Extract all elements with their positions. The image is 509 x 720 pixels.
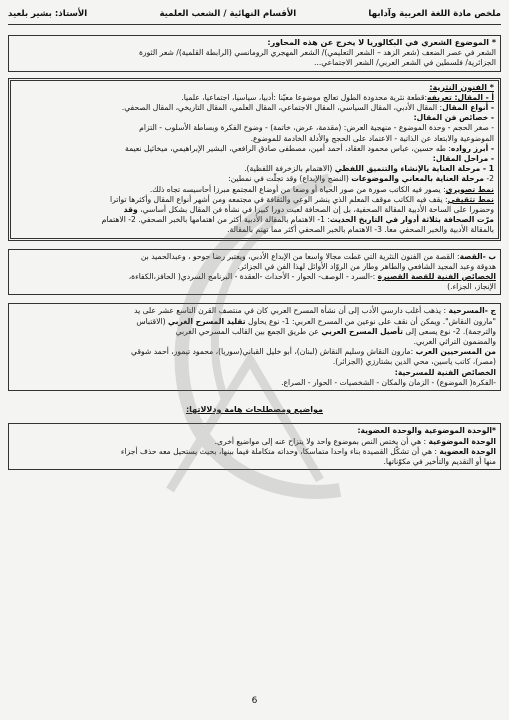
- header-classes: الأقسام النهائية / الشعب العلمية: [159, 9, 297, 19]
- essay-pioneers: [15, 144, 494, 154]
- essay-features-1: - صغر الحجم - وحدة الموضوع - منهجية العرض: (مقدمة، عرض، خاتمة) - وضوح الفكرة وبساطة الأسلوب - التزام: [139, 123, 494, 133]
- organic-text: : هي أن تشكّل القصيدة بناء واحدا متماسكا، وحداته متكاملة فيما بينها، بحيث يستحيل معه حذف أجزاء: [120, 446, 440, 456]
- stage-2-label: مرحلة العناية بالمعاني والموضوعات: [351, 174, 484, 184]
- header-subject: ملخص مادة اللغة العربية وآدابها: [368, 9, 501, 19]
- poetry-section: [8, 35, 501, 72]
- thematic-text: : هي أن يختص النص بموضوع واحد ولا يتزاح عنه إلى مواضيع أخرى.: [214, 436, 429, 446]
- type-2-text: : يقف فيه الكاتب موقف المعلم الذي ينشر الوعي والثقافة في مجتمعه ومن أشهر أنواع المقال وأكثرها تواترا: [109, 194, 448, 204]
- essay-stage-1: [15, 164, 494, 174]
- page-header: [8, 6, 501, 22]
- theater-intro: [13, 306, 496, 316]
- essay-types-text: : المقال الأدبي، المقال السياسي، المقال الاجتماعي، المقال العلمي، المقال التاريخي، المقال الصحفي.: [121, 103, 443, 113]
- theater-pioneers: [13, 347, 496, 357]
- poetry-title: * الموضوع الشعري في البكالوريا لا يخرج عن هذه المحاور:: [267, 38, 496, 47]
- theater-text-2-rest: (الاقتباس: [136, 316, 168, 326]
- theater-line-2: [13, 317, 496, 327]
- press-stages-cont: بالمقالة الأدبية والخبر الصحفي معا. 3- الاهتمام بالخبر الصحفي أكثر مما تهتم بالمقالة.: [227, 225, 494, 235]
- theater-text-3-rest: عن طريق الجمع بين القالب المسرحي الغربي: [175, 326, 322, 336]
- story-section: [8, 249, 501, 296]
- prose-section: [8, 78, 501, 241]
- press-text: : 1- الاهتمام بالمقالة الأدبية أكثر من اهتمامها بالخبر الصحفي. 2- الاهتمام: [101, 215, 330, 225]
- stage-1-label: 1 - مرحلة العناية بالإنشاء والتنميق اللفظي: [334, 164, 494, 174]
- theater-text-2: "مارون النقاش". ويمكن أن نقف على نوعين من المسرح العربي: 1- نوع يحاول: [245, 316, 496, 326]
- essay-features-label: - خصائص فن المقال:: [413, 113, 494, 123]
- page-number: 6: [251, 696, 258, 706]
- theater-pioneers-text: :مارون النقاش وسليم النقاش (لبنان)، أبو خليل القباني(سوريا)، محمود تيمور، أحمد شوقي: [131, 347, 416, 357]
- prose-title: * الفنون النثرية:: [429, 82, 494, 92]
- press-label: مرّت الصحافة بثلاثة أدوار في التاريخ الحديث: [329, 215, 494, 225]
- theater-text: : يذهب أغلب دارسي الأدب إلى أن نشأة المسرح العربي كان في منتصف القرن التاسع عشر على يد: [134, 306, 449, 316]
- thematic-label: الوحدة الموضوعية: [428, 436, 496, 446]
- essay-pioneers-text: : طه حسين، عباس محمود العقاد، أحمد أمين، مصطفى صادق الرافعي، البشير الإبراهيمي، ميخائيل نعيمة: [125, 143, 451, 153]
- story-intro: [13, 252, 496, 262]
- essay-type-2: [15, 195, 494, 205]
- theater-imitation: تقليد المسرح الغربي: [167, 316, 246, 326]
- theater-features-label: الخصائص الفنية للمسرحية:: [394, 367, 496, 377]
- story-features: [13, 272, 496, 282]
- organic-unity: [13, 447, 496, 457]
- story-features-cont: الإنجاز، الجزاء.): [447, 282, 496, 292]
- organic-label: الوحدة العضوية: [439, 446, 496, 456]
- theater-line-4: والمضمون التراثي العربي.: [413, 337, 496, 347]
- essay-type-2-cont: [15, 205, 494, 215]
- theater-rooting: تأصيل المسرح العربي: [321, 326, 404, 336]
- essay-def-text: :قطعة نثرية محدودة الطول تعالج موضوعا معيّنا :أدبيا، سياسيا، اجتماعيا، علميا.: [181, 92, 428, 102]
- story-intro-cont: هدوقة وعبد المجيد الشافعي والطاهر وطار من الروّاد الأوائل لهذا الفن في الجزائر.: [237, 261, 496, 271]
- type-1-text: : يصور فيه الكاتب صورة من صور الحياة أو وضعا من أوضاع المجتمع مبرزا أحاسيسه تجاه ذلك.: [149, 184, 446, 194]
- type-2-label: نمط تثقيفي: [447, 194, 494, 204]
- unity-title: *الوحدة الموضوعية والوحدة العضوية:: [357, 426, 496, 436]
- theater-line-3: [13, 327, 496, 337]
- essay-label: أ - المقال: تعريفه: [427, 92, 494, 102]
- theater-pioneers-label: من المسرحيين العرب: [415, 347, 496, 357]
- stage-1-text: (الاهتمام بالزخرفة اللفظية).: [244, 164, 335, 174]
- stage-2-text: (النضج والإبداع) وقد تجلّت في نمطين:: [228, 174, 352, 184]
- essay-types-label: - أنواع المقال: [442, 103, 494, 113]
- topics-section: [8, 423, 501, 470]
- essay-features-2: الموضوعية والابتعاد عن الذاتية - الاعتماد على الحجج والأدلة الخادمة للموضوع.: [250, 133, 494, 143]
- organic-unity-cont: منها أو التقديم والتأخير في مكوّناتها.: [383, 456, 496, 466]
- press-stages: [15, 215, 494, 225]
- type-2-bold: وقد: [123, 205, 138, 215]
- header-rule: [8, 24, 501, 25]
- poetry-line-1: الشعر في عصر الضعف (شعر الزهد – الشعر التعليمي)/ الشعر المهجري الرومانسي (الرابطة القلمية)/ شعر الثورة: [138, 48, 496, 58]
- story-text: : القصة من الفنون النثرية التي غطت مجالا واسعا من الإبداع الأدبي، ويعتبر رضا حوحو ، وعبدالحميد بن: [140, 251, 460, 261]
- essay-type-1: [15, 185, 494, 195]
- theater-text-3: والترجمة). 2- نوع يسعى إلى: [403, 326, 496, 336]
- essay-stages-label: - مراحل المقال:: [432, 154, 494, 164]
- story-label: ب -القصة: [459, 251, 496, 261]
- theater-features-text: -الفكرة( الموضوع) - الزمان والمكان - الشخصيات - الحوار - الصراع.: [281, 377, 496, 387]
- story-features-label: الخصائص الفنية للقصة القصيرة: [377, 272, 496, 282]
- poetry-line-2: الجزائرية/ فلسطين في الشعر العربي/ الشعر الاجتماعي...: [314, 58, 496, 68]
- story-features-text: :-السرد - الوصف- الحوار - الأحداث -العقدة - البرنامج السردي( الحافز،الكفاءة،: [128, 272, 378, 282]
- type-2-text-2: وحضورا على الساحة الأدبية المقالة الصحفية، بل إن الصحافة لعبت دورا كبيرا في نشأة فن المقال بشكل أساسي،: [137, 205, 494, 215]
- theater-label: ج -المسرحية: [448, 306, 496, 316]
- theater-pioneers-cont: (مصر)، كاتب ياسين، محي الدين بشتارزي (الجزائر).: [332, 357, 496, 367]
- theater-section: [8, 303, 501, 391]
- topics-title: مواضيع ومصطلحات هامة ودلالاتها:: [185, 405, 324, 415]
- essay-pioneers-label: - أبرز رواده: [450, 143, 494, 153]
- header-teacher: الأستاذ: بشير بلعيد: [8, 9, 88, 19]
- type-1-label: نمط تصويري: [445, 184, 494, 194]
- stage-2-number: 2-: [484, 174, 494, 184]
- essay-definition: [15, 93, 494, 103]
- thematic-unity: [13, 437, 496, 447]
- essay-stage-2: [15, 174, 494, 184]
- essay-types: [15, 103, 494, 113]
